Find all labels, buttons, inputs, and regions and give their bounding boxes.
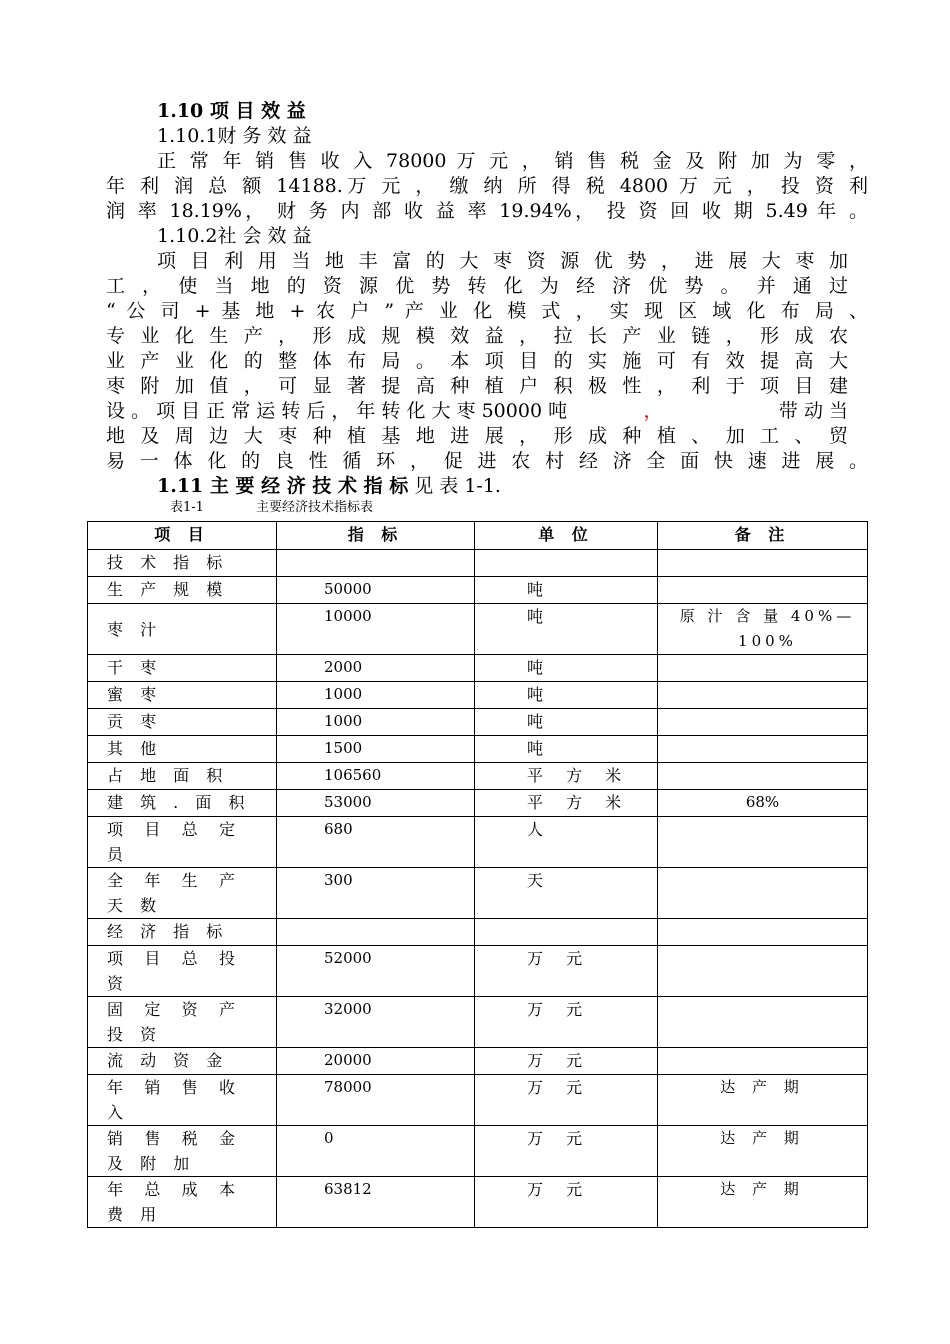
table-row: [88, 868, 868, 919]
row-value: 52000: [277, 946, 475, 997]
row-item-line-1: 销 售 税 金: [107, 1129, 235, 1148]
row-unit: 平 方 米: [475, 790, 658, 817]
row-unit: 平 方 米: [475, 763, 658, 790]
row-note: [658, 709, 868, 736]
header-unit: 单 位: [475, 522, 658, 550]
financial-line-3: 润 率 18.19%， 财 务 内 部 收 益 率 19.94%， 投 资 回 收 期 5.49 年 。: [106, 200, 868, 222]
header-value: 指 标: [277, 522, 475, 550]
table-row: [88, 997, 868, 1048]
row-value: 20000: [277, 1048, 475, 1075]
row-item-line-2: 入: [107, 1103, 130, 1122]
header-item: 项 目: [88, 522, 277, 550]
row-note: [658, 868, 868, 919]
heading-1-11-ref: 见 表 1-1.: [408, 475, 501, 497]
economic-indicators-table: [87, 521, 868, 1228]
row-item: 经 济 指 标: [88, 919, 277, 946]
row-unit: 万 元: [475, 1126, 658, 1177]
row-value: 63812: [277, 1177, 475, 1228]
row-unit: 吨: [475, 604, 658, 655]
row-item-line-1: 项 目 总 定: [107, 820, 235, 839]
table-row: [88, 817, 868, 868]
social-line-8: 地 及 周 边 大 枣 种 植 基 地 进 展 ， 形 成 种 植 、 加 工 、 贸: [106, 425, 848, 447]
row-value: 1000: [277, 709, 475, 736]
row-item: [88, 1126, 277, 1177]
row-note: [658, 763, 868, 790]
row-value: [277, 919, 475, 946]
social-line-9: 易 一 体 化 的 良 性 循 环 ， 促 进 农 村 经 济 全 面 快 速 进 展 。: [106, 450, 868, 472]
row-value: 300: [277, 868, 475, 919]
financial-line-2: 年 利 润 总 额 14188.万 元 ， 缴 纳 所 得 税 4800 万 元 ， 投 资 利: [106, 175, 868, 197]
heading-1-11: [157, 474, 501, 499]
social-line-4: 专 业 化 生 产 ， 形 成 规 模 效 益 ， 拉 长 产 业 链 ， 形 成 农: [106, 325, 848, 347]
social-line-2: 工 ， 使 当 地 的 资 源 优 势 转 化 为 经 济 优 势 。 并 通 过: [106, 275, 848, 297]
row-value: [277, 550, 475, 577]
row-item: [88, 997, 277, 1048]
row-unit: 万 元: [475, 1177, 658, 1228]
row-note: [658, 550, 868, 577]
row-note: 原 汁 含 量 40%—100%: [658, 604, 868, 655]
row-unit: 天: [475, 868, 658, 919]
row-item: [88, 868, 277, 919]
header-note: 备 注: [658, 522, 868, 550]
row-value: 10000: [277, 604, 475, 655]
row-value: 53000: [277, 790, 475, 817]
row-unit: 吨: [475, 709, 658, 736]
table-row: [88, 682, 868, 709]
table-caption-title: 主要经济技术指标表: [256, 500, 374, 515]
row-unit: 万 元: [475, 997, 658, 1048]
row-unit: 万 元: [475, 1048, 658, 1075]
row-unit: 吨: [475, 682, 658, 709]
row-item-line-1: 固 定 资 产: [107, 1000, 235, 1019]
table-row: [88, 655, 868, 682]
row-note: [658, 946, 868, 997]
row-item-line-2: 投 资: [107, 1025, 163, 1044]
row-note: 68%: [658, 790, 868, 817]
social-line-1: 项 目 利 用 当 地 丰 富 的 大 枣 资 源 优 势 ， 进 展 大 枣 加: [157, 250, 848, 272]
row-note: [658, 736, 868, 763]
row-note: [658, 997, 868, 1048]
row-value: 1000: [277, 682, 475, 709]
table-row: [88, 946, 868, 997]
row-unit: 吨: [475, 577, 658, 604]
row-item: 其 他: [88, 736, 277, 763]
table-row: [88, 550, 868, 577]
table-header-row: [88, 522, 868, 550]
row-item: 干 枣: [88, 655, 277, 682]
row-value: 106560: [277, 763, 475, 790]
row-note: [658, 919, 868, 946]
financial-line-1: 正 常 年 销 售 收 入 78000 万 元 ， 销 售 税 金 及 附 加 为 零 ，: [157, 150, 869, 172]
row-item: 蜜 枣: [88, 682, 277, 709]
table-row: [88, 1126, 868, 1177]
row-value: 50000: [277, 577, 475, 604]
row-unit: 人: [475, 817, 658, 868]
row-item: [88, 817, 277, 868]
row-note: [658, 577, 868, 604]
row-value: 32000: [277, 997, 475, 1048]
social-line-7-a: 设 。 项 目 正 常 运 转 后 ， 年 转 化 大 枣 50000 吨: [106, 400, 568, 422]
row-item: 贡 枣: [88, 709, 277, 736]
row-item-line-2: 天 数: [107, 896, 163, 915]
red-comma: ，: [643, 400, 663, 422]
row-note: 达 产 期: [658, 1126, 868, 1177]
row-note: [658, 1048, 868, 1075]
row-note: [658, 655, 868, 682]
table-row: [88, 919, 868, 946]
row-item-line-1: 全 年 生 产: [107, 871, 235, 890]
table-row: [88, 1048, 868, 1075]
social-line-5: 业 产 业 化 的 整 体 布 局 。 本 项 目 的 实 施 可 有 效 提 高 大: [106, 350, 848, 372]
row-item-line-2: 员: [107, 845, 130, 864]
table-row: [88, 763, 868, 790]
row-value: 1500: [277, 736, 475, 763]
heading-1-11-title: 1.11 主 要 经 济 技 术 指 标: [157, 475, 409, 497]
row-item: [88, 1075, 277, 1126]
table-row: [88, 709, 868, 736]
row-note: [658, 817, 868, 868]
row-unit: [475, 919, 658, 946]
table-row: [88, 790, 868, 817]
table-row: [88, 604, 868, 655]
row-item-line-1: 项 目 总 投: [107, 949, 235, 968]
table-row: [88, 1177, 868, 1228]
heading-1-10-1: 1.10.1财 务 效 益: [157, 125, 312, 147]
row-unit: 万 元: [475, 1075, 658, 1126]
social-line-6: 枣 附 加 值 ， 可 显 著 提 高 种 植 户 积 极 性 ， 利 于 项 目 建: [106, 375, 848, 397]
row-value: 0: [277, 1126, 475, 1177]
table-row: [88, 736, 868, 763]
heading-1-10-2: 1.10.2社 会 效 益: [157, 225, 312, 247]
social-line-7: [106, 399, 848, 424]
row-unit: 吨: [475, 655, 658, 682]
row-item-line-1: 年 总 成 本: [107, 1180, 235, 1199]
row-item: 流 动 资 金: [88, 1048, 277, 1075]
row-item-line-2: 及 附 加: [107, 1154, 196, 1173]
row-note: 达 产 期: [658, 1177, 868, 1228]
social-line-7-b: 带 动 当: [778, 400, 848, 422]
row-item: [88, 946, 277, 997]
row-value: 78000: [277, 1075, 475, 1126]
row-item: 技 术 指 标: [88, 550, 277, 577]
row-unit: 吨: [475, 736, 658, 763]
row-item-line-2: 资: [107, 974, 130, 993]
heading-1-10: 1.10 项 目 效 益: [157, 100, 306, 122]
row-item: [88, 1177, 277, 1228]
row-item: 生 产 规 模: [88, 577, 277, 604]
row-unit: 万 元: [475, 946, 658, 997]
row-item: 建 筑 . 面 积: [88, 790, 277, 817]
row-item: 枣 汁: [88, 604, 277, 655]
row-note: 达 产 期: [658, 1075, 868, 1126]
row-unit: [475, 550, 658, 577]
table-row: [88, 1075, 868, 1126]
row-item-line-1: 年 销 售 收: [107, 1078, 235, 1097]
row-item: 占 地 面 积: [88, 763, 277, 790]
social-line-3: “ 公 司 + 基 地 + 农 户 ” 产 业 化 模 式 ， 实 现 区 域 化 布 局 、: [106, 300, 868, 322]
row-item-line-2: 费 用: [107, 1205, 163, 1224]
table-caption-number: 表1-1: [170, 500, 204, 515]
row-value: 2000: [277, 655, 475, 682]
table-row: [88, 577, 868, 604]
row-note: [658, 682, 868, 709]
row-value: 680: [277, 817, 475, 868]
